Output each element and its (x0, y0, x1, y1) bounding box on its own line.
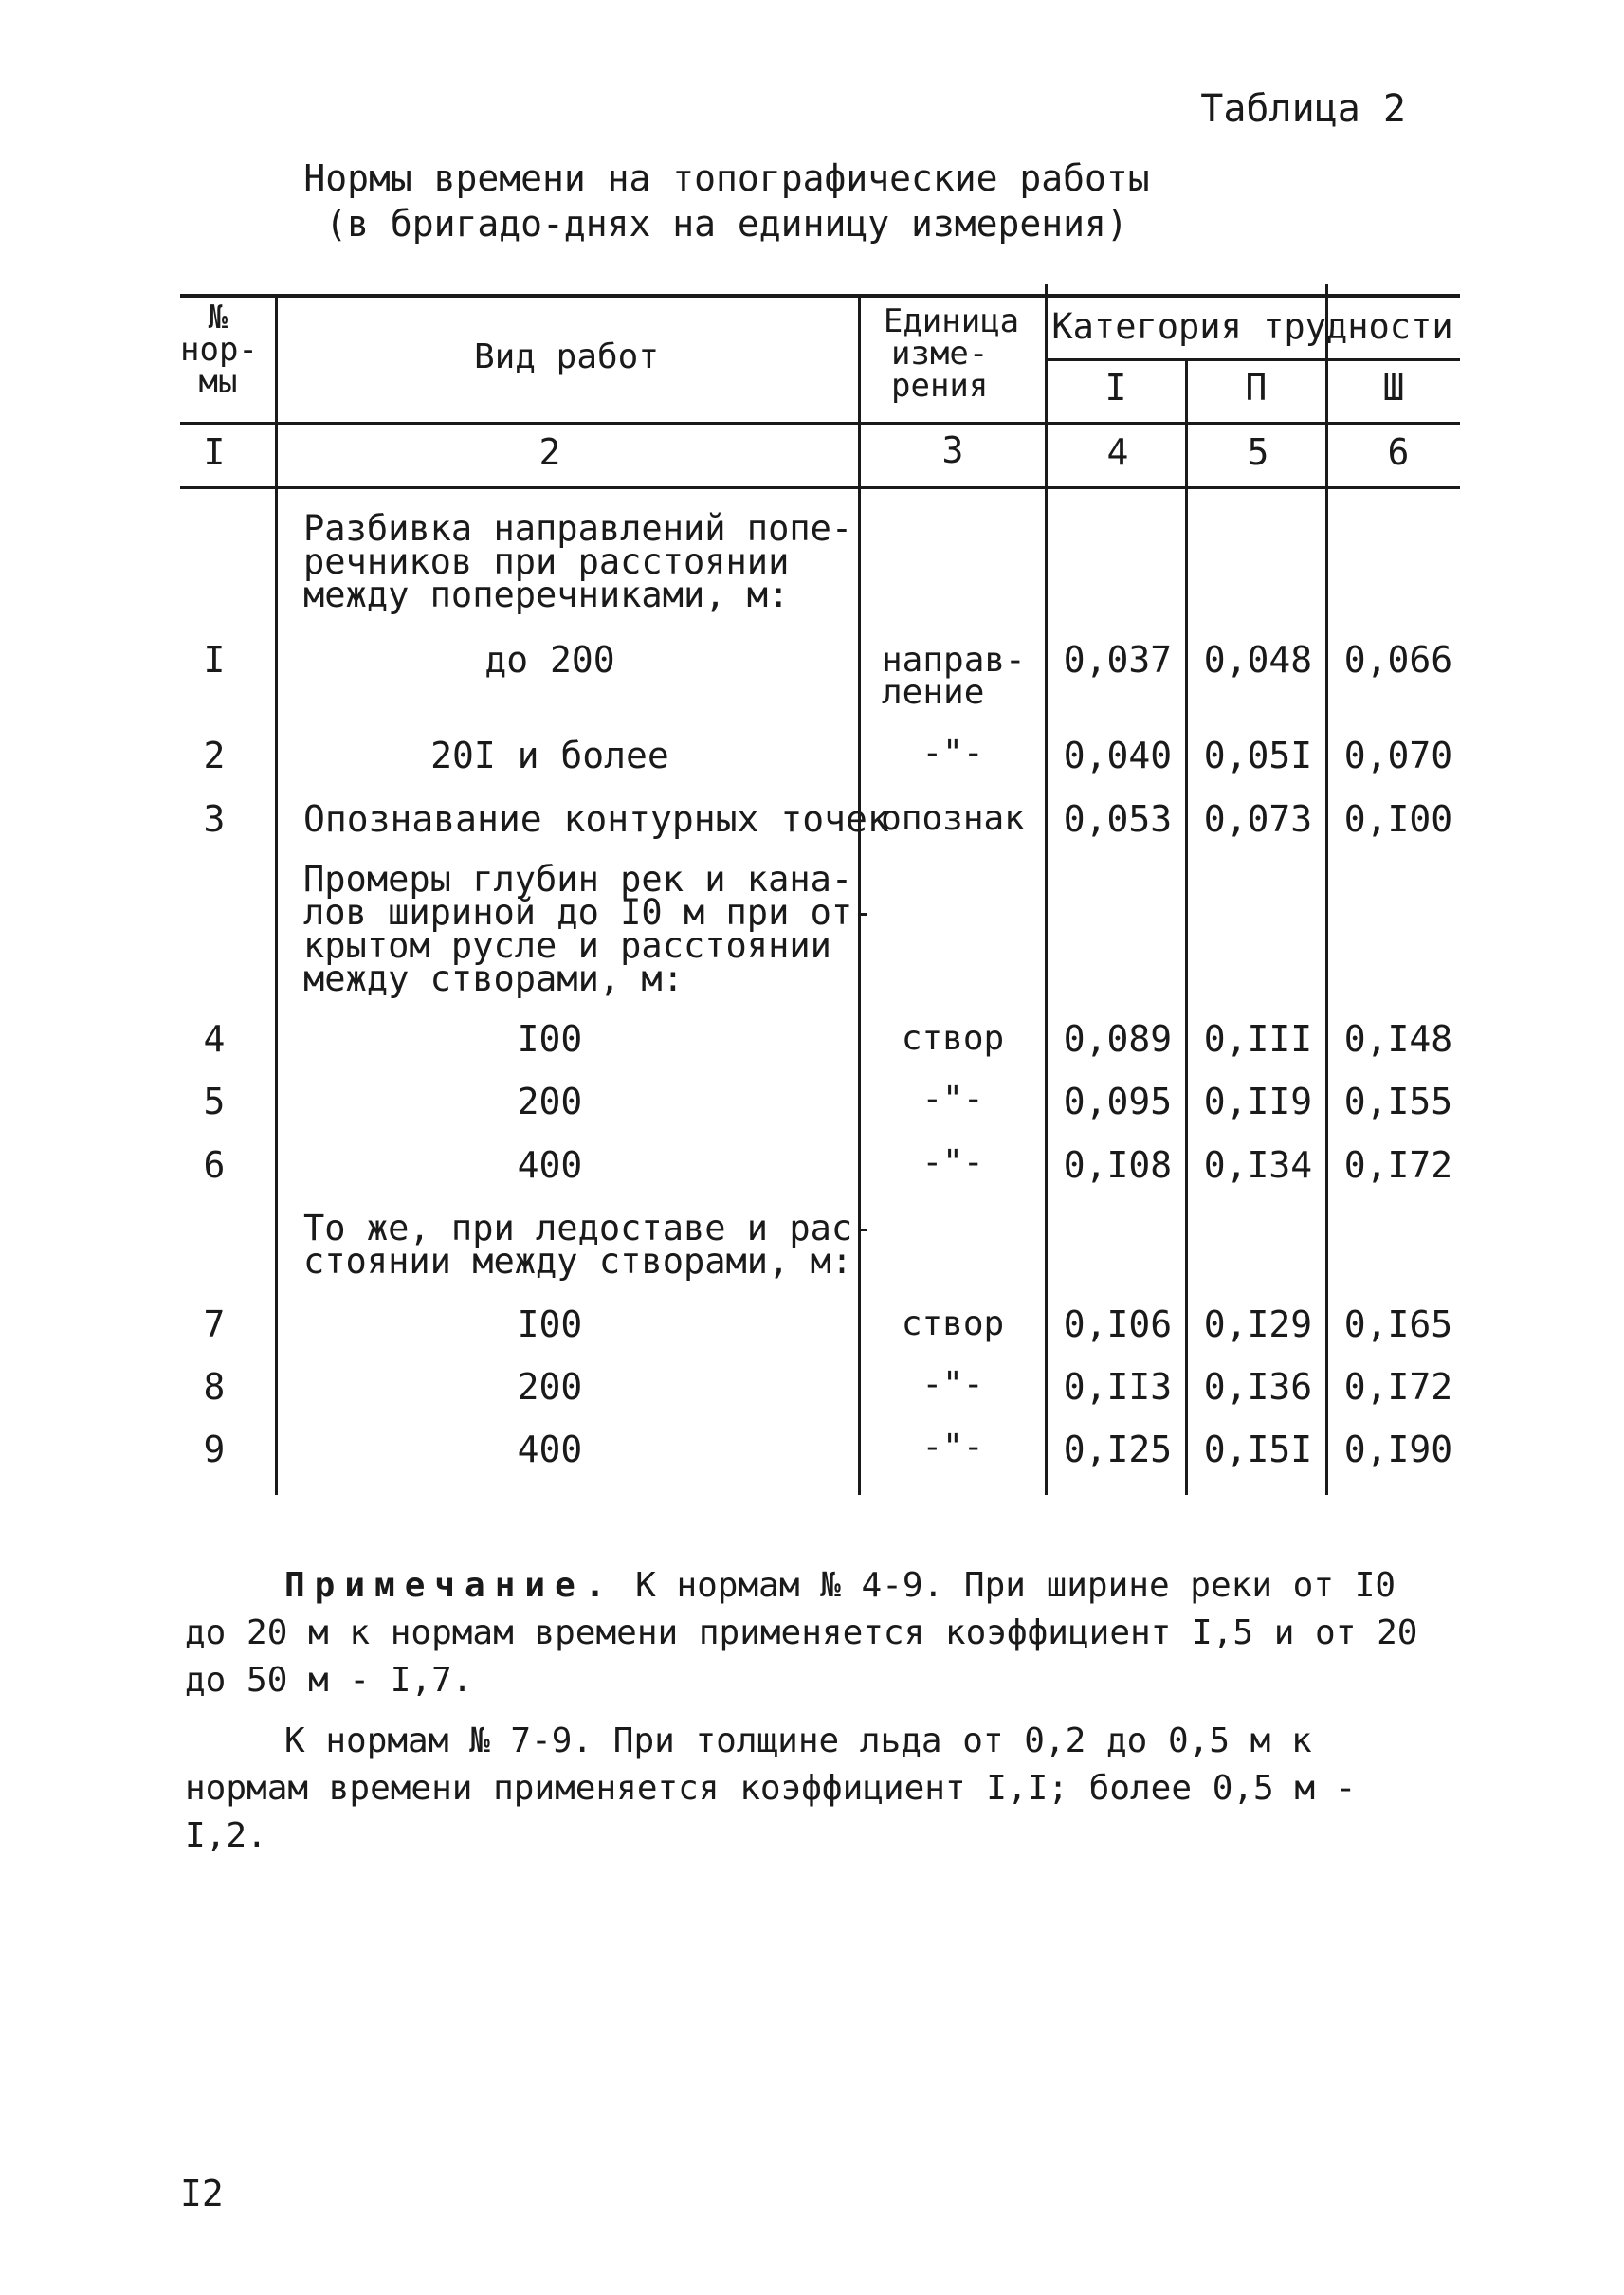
table-row-value-1: 0,053 (1063, 798, 1173, 840)
table-row-unit: -"- (921, 1080, 984, 1119)
table-row-value-2: 0,05I (1203, 735, 1313, 776)
table-row-value-1: 0,095 (1063, 1081, 1173, 1122)
table-label: Таблица 2 (1200, 87, 1406, 131)
table-row-work: 200 (517, 1366, 583, 1408)
header-unit-line1: Единица (883, 302, 1020, 340)
footnote (185, 1562, 1427, 1860)
colnum-6: 6 (1387, 431, 1410, 473)
table-row-value-3: 0,I55 (1343, 1081, 1453, 1122)
table-row-value-2: 0,073 (1203, 798, 1313, 840)
header-num-line2: нор- (180, 331, 258, 369)
table-row-unit: направ- ление (882, 641, 1026, 712)
header-cat-2: П (1245, 367, 1268, 409)
group-heading: Разбивка направлений попе- речников при расстоянии между поперечниками, м: (303, 508, 853, 615)
table-row-value-3: 0,I00 (1343, 798, 1453, 840)
table-row-value-2: 0,I5I (1203, 1429, 1313, 1470)
table-row-value-2: 0,I34 (1203, 1144, 1313, 1186)
header-cat-1: I (1104, 367, 1127, 409)
table-row-value-3: 0,I72 (1343, 1144, 1453, 1186)
header-unit-line3: рения (891, 367, 989, 405)
table-row-work: 400 (517, 1144, 583, 1186)
table-row-num: 5 (203, 1081, 226, 1122)
table-row-value-1: 0,040 (1063, 735, 1173, 776)
header-num-mark: № (208, 299, 228, 337)
table-row-unit: -"- (921, 1428, 984, 1466)
table-row-work: I00 (517, 1018, 583, 1060)
vline-1 (275, 296, 278, 1495)
table-row-value-1: 0,II3 (1063, 1366, 1173, 1408)
colnum-1: I (203, 431, 226, 473)
header-category: Категория трудности (1051, 306, 1453, 347)
table-row-num: 2 (203, 735, 226, 776)
header-num (180, 299, 258, 401)
table-row-num: 3 (203, 798, 226, 840)
table-row-unit: -"- (921, 1365, 984, 1404)
table-row-work: 200 (517, 1081, 583, 1122)
footnote-paragraph-1 (185, 1562, 1427, 1704)
table-top-rule (180, 294, 1460, 298)
table-row-unit: опознак (881, 799, 1025, 838)
table-row-value-2: 0,I29 (1203, 1303, 1313, 1345)
table-row-value-3: 0,070 (1343, 735, 1453, 776)
table-row-value-2: 0,048 (1203, 639, 1313, 681)
table-subtitle: (в бригадо-днях на единицу измерения) (325, 203, 1128, 245)
table-row-num: 4 (203, 1018, 226, 1060)
header-unit-line2: изме- (891, 335, 989, 373)
table-title: Нормы времени на топографические работы (303, 157, 1150, 199)
footnote-text-2: К нормам № 7-9. При толщине льда от 0,2 до 0,5 м к нормам времени применяется коэффициент I,I; более 0,5 м - I,2. (185, 1721, 1357, 1855)
table-row-work: 20I и более (430, 735, 669, 776)
group-heading: То же, при ледоставе и рас- стоянии между створами, м: (303, 1208, 874, 1282)
colnum-5: 5 (1247, 431, 1269, 473)
table-row-value-2: 0,III (1203, 1018, 1313, 1060)
header-unit (858, 302, 1045, 405)
header-num-line3: мы (198, 363, 238, 401)
table-row-value-3: 0,I48 (1343, 1018, 1453, 1060)
table-row-unit: -"- (921, 734, 984, 773)
table-row-num: 7 (203, 1303, 226, 1345)
header-cat-3: Ш (1382, 367, 1405, 409)
table-row-value-3: 0,I65 (1343, 1303, 1453, 1345)
table-row-num: 6 (203, 1144, 226, 1186)
category-rule (1045, 358, 1460, 361)
page-number: I2 (180, 2173, 224, 2214)
table-row-num: I (203, 639, 226, 681)
table-row-value-1: 0,089 (1063, 1018, 1173, 1060)
table-row-unit: створ (901, 1304, 1005, 1343)
table-row-value-3: 0,I90 (1343, 1429, 1453, 1470)
table-row-value-1: 0,I06 (1063, 1303, 1173, 1345)
colnum-bottom-rule (180, 486, 1460, 489)
table-row-unit: -"- (921, 1143, 984, 1182)
table-row-value-3: 0,066 (1343, 639, 1453, 681)
table-row-unit: створ (901, 1019, 1005, 1058)
table-row-value-2: 0,I36 (1203, 1366, 1313, 1408)
group-heading: Промеры глубин рек и кана- лов шириной до I0 м при от- крытом русле и расстоянии между створами, м: (303, 859, 874, 999)
table-row-value-1: 0,I08 (1063, 1144, 1173, 1186)
colnum-2: 2 (538, 431, 561, 473)
header-bottom-rule (180, 422, 1460, 425)
header-work: Вид работ (473, 337, 660, 376)
table-row-work: 400 (517, 1429, 583, 1470)
footnote-heading: Примечание. (284, 1566, 615, 1605)
table-row-value-1: 0,I25 (1063, 1429, 1173, 1470)
table-row-work: до 200 (484, 639, 615, 681)
table-row-num: 8 (203, 1366, 226, 1408)
footnote-text-1: К нормам № 4-9. При ширине реки от I0 до 20 м к нормам времени применяется коэффициент I,5 и от 20 до 50 м - I,7. (185, 1566, 1418, 1700)
table-row-work: I00 (517, 1303, 583, 1345)
table-row-value-2: 0,II9 (1203, 1081, 1313, 1122)
footnote-paragraph-2 (185, 1718, 1427, 1860)
colnum-4: 4 (1106, 431, 1129, 473)
colnum-3: 3 (941, 429, 964, 471)
table-row-value-3: 0,I72 (1343, 1366, 1453, 1408)
table-row-num: 9 (203, 1429, 226, 1470)
table-row-work: Опознавание контурных точек (303, 798, 889, 840)
table-row-value-1: 0,037 (1063, 639, 1173, 681)
